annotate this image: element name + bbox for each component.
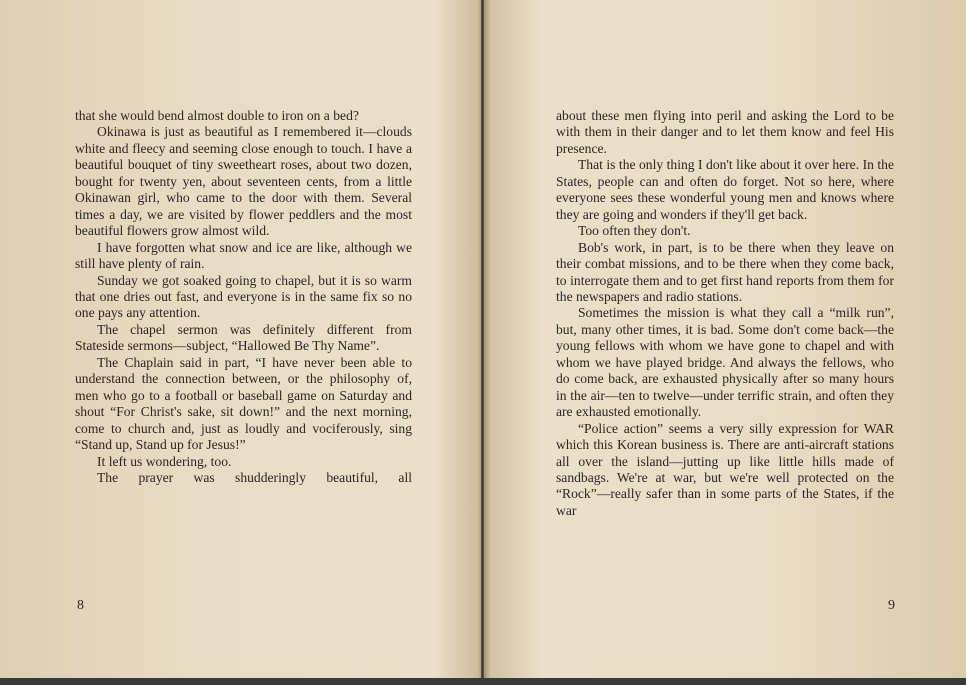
paragraph: The chapel sermon was definitely different from Stateside sermons—subject, “Hallowed Be Thy Name”. — [75, 321, 412, 354]
paragraph: The Chaplain said in part, “I have never been able to understand the connection between, or the philosophy of, men who go to a football or baseball game on Saturday and shout “For Christ's sake, sit down!” and the next morning, come to church and, just as loudly and vociferously, sing “Stand up, Stand up for Jesus!” — [75, 354, 412, 453]
right-page-text — [556, 108, 894, 519]
left-page-text — [75, 108, 412, 486]
table-edge — [0, 678, 966, 685]
paragraph: Bob's work, in part, is to be there when they leave on their combat missions, and to be there when they come back, to interrogate them and to get first hand reports from them for the newspapers and radio stations. — [556, 239, 894, 304]
paragraph: Sunday we got soaked going to chapel, but it is so warm that one dries out fast, and everyone is in the same fix so no one pays any attention. — [75, 272, 412, 321]
paragraph: That is the only thing I don't like about it over here. In the States, people can and often do forget. Not so here, where everyone sees these wonderful young men and knows where they are going and wonders if they'll get back. — [556, 157, 894, 222]
paragraph: It left us wondering, too. — [97, 453, 232, 469]
paragraph: “Police action” seems a very silly expression for WAR which this Korean business is. There are anti-aircraft stations all over the island—jutting up like little hills made of sandbags. We're at war, but we're well protected on the “Rock”—really safer than in some parts of the States, if the war — [556, 420, 894, 518]
paragraph: Okinawa is just as beautiful as I remembered it—clouds white and fleecy and seeming close enough to touch. I have a beautiful bouquet of tiny sweetheart roses, about two dozen, bought for twenty yen, about seventeen cents, from a little Okinawan girl, who came to the door with them. Several times a day, we are visited by flower peddlers and the most beautiful flowers grow almost wild. — [75, 124, 412, 239]
page-number: 8 — [77, 598, 84, 613]
paragraph: The prayer was shudderingly beautiful, all — [97, 469, 412, 485]
paragraph: Too often they don't. — [578, 223, 691, 239]
page-number: 9 — [888, 598, 895, 613]
paragraph: about these men flying into peril and asking the Lord to be with them in their danger and to let them know and feel His presence. — [556, 108, 894, 156]
paragraph: I have forgotten what snow and ice are like, although we still have plenty of rain. — [75, 239, 412, 272]
book-gutter — [481, 0, 484, 685]
paragraph: that she would bend almost double to iron on a bed? — [75, 108, 359, 123]
paragraph: Sometimes the mission is what they call a “milk run”, but, many other times, it is bad. Some don't come back—the young fellows with whom we have gone to chapel and with whom we have played bridge. And always the fellows, who do come back, are exhausted physically after so many hours in the air—ten to twelve—under terrific strain, and often they are exhausted emotionally. — [556, 305, 894, 420]
right-page — [486, 0, 966, 685]
